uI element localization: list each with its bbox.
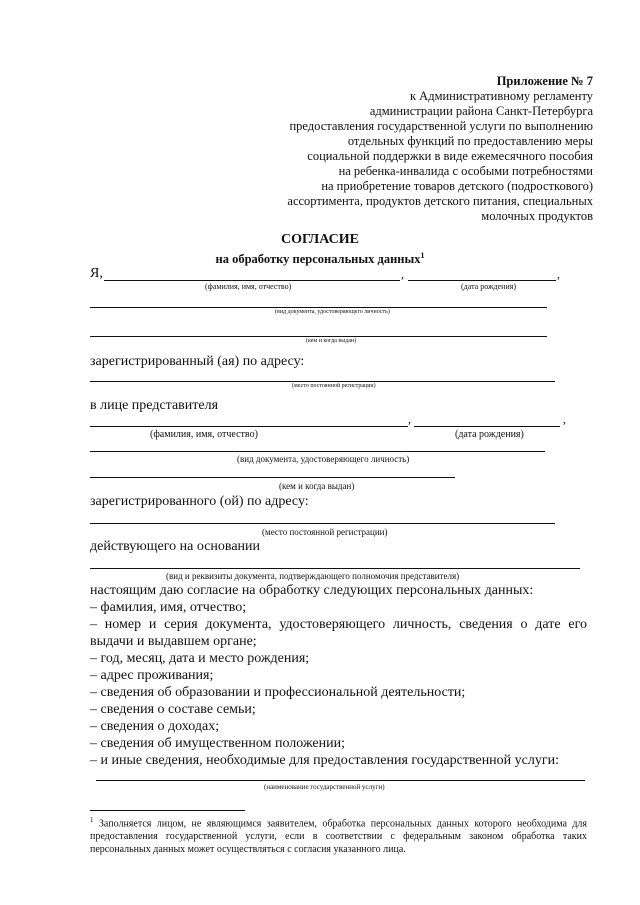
representative-issued-field[interactable] bbox=[90, 477, 455, 478]
document-subtitle bbox=[0, 248, 640, 267]
registered-label: зарегистрированный (ая) по адресу: bbox=[90, 354, 305, 369]
consent-item: – год, месяц, дата и место рождения; bbox=[90, 651, 310, 666]
footnote-ref: 1 bbox=[420, 251, 425, 260]
basis-label: действующего на основании bbox=[90, 539, 261, 554]
applicant-document-field[interactable] bbox=[90, 307, 547, 308]
consent-item: – адрес проживания; bbox=[90, 668, 214, 683]
representative-fio-field[interactable] bbox=[90, 426, 408, 427]
basis-field[interactable] bbox=[90, 568, 580, 569]
rep-registered-label: зарегистрированного (ой) по адресу: bbox=[90, 494, 309, 509]
consent-item: – сведения о составе семьи; bbox=[90, 702, 256, 717]
rep-caption-document: (вид документа, удостоверяющего личность) bbox=[237, 454, 410, 464]
caption-issued: (кем и когда выдан) bbox=[306, 338, 357, 344]
footnote-mark: 1 bbox=[90, 816, 94, 824]
applicant-fio-field[interactable] bbox=[104, 280, 400, 281]
caption-basis: (вид и реквизиты документа, подтверждающего полномочия представителя) bbox=[166, 571, 460, 581]
footnote-separator bbox=[90, 810, 245, 811]
representative-label: в лице представителя bbox=[90, 398, 219, 413]
header-line: отдельных функций по предоставлению меры bbox=[347, 134, 593, 148]
footnote bbox=[90, 814, 587, 856]
rep-caption-issued: (кем и когда выдан) bbox=[279, 481, 355, 491]
consent-item: – сведения об имущественном положении; bbox=[90, 736, 346, 751]
representative-birth-field[interactable] bbox=[414, 426, 560, 427]
i-prefix: Я, bbox=[90, 266, 103, 281]
footnote-text: Заполняется лицом, не являющимся заявителем, обработка персональных данных которого необходима для предоставления государственной услуги, если в соответствии с федеральным законом обработка таких персональных данных может осуществляться с согласия указанного лица. bbox=[90, 818, 588, 856]
consent-intro: настоящим даю согласие на обработку следующих персональных данных: bbox=[90, 583, 534, 598]
caption-address: (место постоянной регистрации) bbox=[292, 383, 376, 389]
applicant-address-field[interactable] bbox=[90, 381, 555, 382]
consent-item: – сведения о доходах; bbox=[90, 719, 220, 734]
consent-item: – номер и серия документа, удостоверяющего личность, сведения о дате его выдачи и выдавшем органе; bbox=[90, 617, 587, 649]
header-line: предоставления государственной услуги по выполнению bbox=[289, 119, 593, 133]
caption-fio: (фамилия, имя, отчество) bbox=[205, 282, 292, 291]
header-line: ассортимента, продуктов детского питания, специальных bbox=[287, 194, 593, 208]
rep-caption-address: (место постоянной регистрации) bbox=[262, 527, 388, 537]
document-subtitle-text: на обработку персональных данных bbox=[215, 252, 421, 267]
consent-item: – фамилия, имя, отчество; bbox=[90, 600, 247, 615]
rep-caption-birth: (дата рождения) bbox=[455, 429, 524, 440]
document-title: СОГЛАСИЕ bbox=[281, 232, 359, 247]
appendix-title: Приложение № 7 bbox=[496, 74, 593, 88]
representative-document-field[interactable] bbox=[90, 451, 545, 452]
header-line: молочных продуктов bbox=[481, 209, 593, 223]
caption-birth: (дата рождения) bbox=[461, 282, 517, 291]
header-line: администрации района Санкт-Петербурга bbox=[369, 104, 593, 118]
caption-service: (наименование государственной услуги) bbox=[264, 783, 385, 791]
applicant-issued-field[interactable] bbox=[90, 336, 547, 337]
consent-item: – и иные сведения, необходимые для предоставления государственной услуги: bbox=[90, 753, 559, 768]
caption-document: (вид документа, удостоверяющего личность) bbox=[275, 309, 390, 315]
consent-item: – сведения об образовании и профессиональной деятельности; bbox=[90, 685, 466, 700]
header-line: социальной поддержки в виде ежемесячного пособия bbox=[307, 149, 593, 163]
header-line: к Административному регламенту bbox=[409, 89, 593, 103]
representative-address-field[interactable] bbox=[90, 523, 555, 524]
header-line: на ребенка-инвалида с особыми потребностями bbox=[338, 164, 593, 178]
header-line: на приобретение товаров детского (подросткового) bbox=[321, 179, 593, 193]
rep-caption-fio: (фамилия, имя, отчество) bbox=[150, 429, 258, 440]
applicant-birth-field[interactable] bbox=[408, 280, 556, 281]
service-name-field[interactable] bbox=[96, 780, 585, 781]
